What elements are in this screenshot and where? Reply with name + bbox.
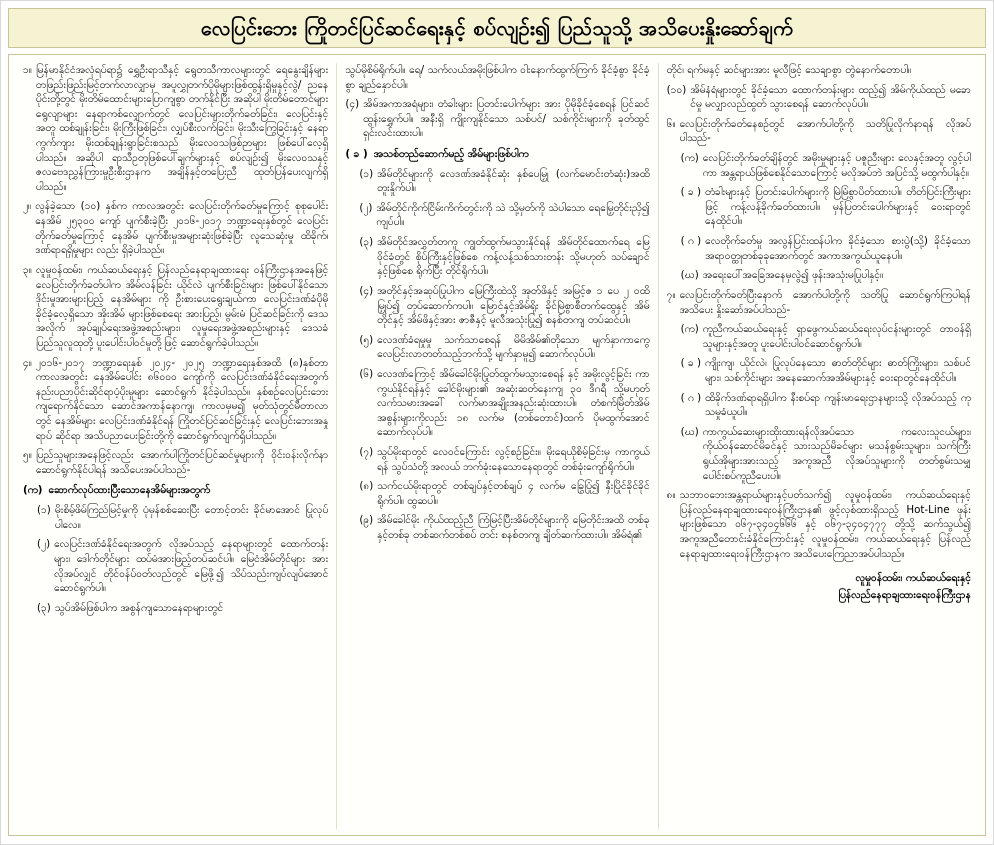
paragraph-text: သဘာဝဘေးအန္တရာယ်များနှင့်ပတ်သက်၍ လူမှုဝန်ထမ်း၊ ကယ်ဆယ်ရေးနှင့် ပြန်လည်နေရာချထားရေးဝန်ကြီးဌာန၏ ဖွင့်လှစ်ထားရှိသည့် Hot-Line ဖုန်းများဖြစ်သော ၀၆၇-၃၄၀၄၆၆၆ နှင့် ၀၆၇-၃၄၀၄၇၇၇ တို့သို့ ဆက်သွယ်၍ အကူအညီတောင်းခံနိုင်ကြောင်းနှင့် လူမှုဝန်ထမ်း၊ ကယ်ဆယ်ရေးနှင့် ပြန်လည်နေရာချထားရေးဝန်ကြီးဌာနက အသိပေးကြေညာအပ်ပါသည်။ [679, 489, 971, 560]
list-marker: (၂) [359, 201, 373, 214]
paragraph-text: မိုးစိမ့်ဖိမ်ကြည်မြင့်မှုကို ပုံမှန်စစ်ဆေးပြီး တောင့်တင်း ခိုင်မာအောင် ပြုလုပ်ပါလေ။ [54, 504, 329, 531]
list-marker: (က) [680, 323, 699, 336]
numbered-paragraph [359, 445, 649, 474]
numbered-paragraph [359, 367, 649, 440]
list-marker: (၃) [359, 236, 374, 249]
numbered-paragraph [23, 263, 328, 351]
paragraph-text: လေပြင်းတိုက်ခတ်ချိန်တွင် အမိုးမှုများနှင့် ပဇူညီးများ လေနှင့်အတူ လွင့်ပါကာ အန္တရာယ်ဖြစ်စေနိုင်သောကြောင့် မလိုအပ်ဘဲ အပြင်သို့ မထွက်ပါနှင့်။ [702, 152, 971, 179]
numbered-paragraph [37, 601, 328, 616]
numbered-paragraph [667, 488, 971, 561]
signature-line: လူမှုဝန်ထမ်း၊ ကယ်ဆယ်ရေးနှင့် [855, 572, 971, 585]
paragraph-text: ကူညီကယ်ဆယ်ရေးနှင့် ရှာဖွေကယ်ဆယ်ရေးလုပ်ငန်းများတွင် တာဝန်ရှိသူများနှင့်အတူ ပူးပေါင်းပါဝင်ဆောင်ရွက်ပါ။ [702, 323, 971, 350]
numbered-paragraph [681, 425, 971, 483]
paragraph-text: ထိခိုက်ဒဏ်ရာရရှိပါက နီးစပ်ရာ ကျန်းမာရေးဌာနများသို့ လိုအပ်သည့် ကုသမှုခံယူပါ။ [705, 391, 971, 419]
list-marker: (၁) [37, 504, 51, 517]
numbered-paragraph [667, 83, 971, 112]
numbered-paragraph [681, 356, 971, 385]
numbered-paragraph [359, 201, 649, 230]
numbered-paragraph [359, 333, 649, 362]
list-marker: (၃) [37, 601, 51, 614]
signature-line: ပြန်လည်နေရာချထားရေးဝန်ကြီးဌာန [838, 588, 971, 601]
numbered-paragraph [359, 167, 649, 196]
numbered-paragraph [359, 284, 649, 328]
numbered-paragraph [681, 185, 971, 229]
list-marker: ၄။ [23, 356, 32, 369]
paragraph-text: တံခါးများနှင့် ပြတင်းပေါက်များကို မြဲမြံစွာပိတ်ထားပါ။ တိတ်ပြင်းကြီးများဖြင့် ကန့်လန့်ခိုက်ခတ်ထားပါ။ မှန်ပြတင်းပေါက်များနှင့် ဝေးရာတွင် နေထိုင်ပါ။ [705, 186, 971, 228]
list-marker: (ဃ) [680, 425, 699, 438]
numbered-paragraph [23, 448, 328, 477]
paragraph-text: သွပ်မိုးရာတွင် လေဝင်ကြောင်း လွင့်စဉ်ခြင်း။ မိုးရေယိုစိမ့်ခြင်းမှ ကာကွယ်ရန် သွပ်သံတို့ အလယ် ဘက်ခုံးနေသောနေရာတွင် တစ်ခုံးကျော်ရိုက်ပါ။ [377, 446, 650, 473]
section-heading [345, 147, 649, 162]
paragraph-text: ဆောက်လုပ်ထားပြီးသောနေအိမ်များအတွက် [48, 484, 211, 497]
text-column-3 [658, 63, 979, 829]
list-marker: (၄) [345, 98, 360, 111]
paragraph-text: လေဒဏ်ခံရမှုမှု သက်သာစေရန် မိမိအိမ်၏တိုသော မျက်နှာကာကွေ လေပြင်းလာတတ်သည့်ဘက်သို့ မျက်နှာမူ၍ ဆောက်လုပ်ပါ။ [377, 333, 650, 361]
text-column-2 [336, 63, 657, 829]
list-marker: ၆။ [666, 117, 676, 130]
numbered-paragraph [359, 513, 649, 542]
paragraph-text: လေတိုက်ခတ်မှု အလွန်ပြင်းထန်ပါက ခိုင်ခံ့သော စားပွဲ(သို့) ခိုင်ခံ့သော အရာဝတ္ထုတစ်ခုခုအောက်တွင် အကာအကွယ်ယူနေပါ။ [705, 235, 971, 262]
list-marker: (၁၀) [666, 83, 687, 96]
list-marker: (၉) [359, 514, 374, 527]
numbered-paragraph [681, 151, 971, 180]
list-marker: ၇။ [666, 288, 676, 301]
document-body [8, 54, 986, 836]
paragraph-text: အတိုင်နှင့်အဆုပ်ပြုပါက မြေကြီးထဲသို့ အုတ်ဖိနှင့် အမြင့်ဇ ၁ ပေ ၂ ၀ထိ မြှုပ်၍ တုပ်ဆောက်ကပါ။ မြောင်နှင့်အိမ်ရိုး ခိုင်မြဲစွာစီတက်ထွေနှင့် အိမ်တိုင်နှင့် အိမ်ဖိနှင့်အား ဇာဇီနှင့် မူလီအသုံးပြု၍ စနစ်တကျ တပ်ဆင်ပါ။ [377, 284, 650, 327]
list-marker: ( ခ ) [680, 186, 702, 199]
numbered-paragraph [37, 537, 328, 595]
paragraph: သွပ်မိုစိမ်ရိုက်ပါ။ ရေ/ သက်လယ်အမိုးဖြစ်ပါက ဝါးနောက်ထွက်ကြက် ခိုင်ခံ့စွာ ခိုင်ခံ့စွာ ချည်နှောင်ပါ။ [345, 64, 650, 91]
numbered-paragraph [359, 235, 649, 279]
list-marker: (၄) [359, 284, 374, 297]
paragraph-text: အိမ်တိုင်များကို လေဒဏ်အခံနိုင်ဆုံး နှစ်ပေမြှု (လက်မောင်းတံဆုံး)အထိ တူးနှိုက်ပါ။ [377, 167, 650, 195]
numbered-paragraph [345, 97, 649, 141]
numbered-paragraph [667, 117, 971, 146]
list-marker: ၂။ [23, 200, 32, 213]
document-header-band [8, 8, 986, 48]
paragraph-text: လေဒဏ်ကြောင့် အိမ်ခေါင်မိုးပြုတ်ထွက်မသွားစေရန် နှင့် အမိုးလွင့်ခြင်း ကာကွယ်နိုင်ရန်နှင့် ခေါင်မိုးများ၏ အဆုံးဆတ်နေးကျ ၃၀ ဒီဂရီ သို့မဟုတ် လက်သမားအခေါ် လက်မာအချိုးအနည်းဆုံးထားပါ။ တံစက်မြိတ်အိမ် အစွန်းများကိုလည်း ၁၈ လက်မ (တစ်တောင်)ထက် ပိုမထွက်အောင် ဆောက်လုပ်ပါ။ [377, 367, 650, 439]
paragraph-text: အိမ်တိုင်အလွှတ်တကူ ကျွတ်ထွက်မသွားနိုင်ရန် အိမ်တိုင်ထောက်ရေ မြေဝိုင်ခံတွင် စိုပ်ကြီးနှင့်ဖြစ်စေ ကန့်လန့်သစ်သားတန်း သို့မဟုတ် သပ်ချောင်နှင့်ဖြစ်စေ ရိုက်ပြီး တိုင်ရိုက်ပါ။ [377, 236, 650, 278]
paragraph-text: အိမ်တိုင်ကိုက်ငြိမ်းကိက်တွင်းကို သဲ သို့မှတ်ကို သဲပါသော ရေမြှေတိုင်းညှိ၍ ကျပ်ပါ။ [376, 201, 650, 229]
list-marker: (၅) [359, 333, 374, 346]
list-marker: (ဃ) [680, 269, 699, 282]
numbered-paragraph [667, 288, 971, 317]
numbered-paragraph [681, 234, 971, 263]
numbered-paragraph [37, 503, 328, 532]
signature-block [667, 571, 971, 603]
paragraph-text: လွန်ခဲ့သော (၁၀) နှစ်က ကာလအတွင်း လေပြင်းတိုက်ခတ်မှုကြောင့် စုစုပေါင်းနေအိမ် ၂၅၃၀၀ ကျော် ပျက်စီးခဲ့ပြီး ၂၀၁၆-၂၀၁၇ ဘဏ္ဍာရေးနှစ်တွင် လေပြင်းတိုက်ခတ်မှုကြောင့် နေအိမ် ပျက်စီးမှုအများဆုံးဖြစ်ခဲ့ပြီး လူသေဆုံးမှု ထိခိုက်၊ ဒဏ်ရာရရှိမှုများ လည်း ရှိခဲ့ပါသည်။ [35, 200, 329, 257]
paragraph-text: ၂၀၁၆-၂၀၁၇ ဘဏ္ဍာရေးနှစ် ၂၀၂၄- ၂၀၂၅ ဘဏ္ဍာရေးနှစ်အထိ (၈)နှစ်တာကာလအတွင်း နေအိမ်ပေါင်း ၈၆၀၀၀ ကျော်ကို လေပြင်းဒဏ်ခံနိုင်ရေးအတွက် နည်းပညာပိုင်းဆိုင်ရာပံ့ပိုးမှုများ ဆောင်ရွက် နိုင်ခဲ့ပါသည်။ နှစ်စဉ်လေပြင်းဘေးကျရောက်နိုင်သော ဆောင်အကာန်နောကျ၊ ကာလမှမ၍ မုတ်သုံတွင်မီတာလာတွင် နေအိမ်များ လေပြင်းဒဏ်ခံနိုင်ရန် ကြိုတင်ပြင်ဆင်ခြင်းနှင့် လေပြင်းဘေးအနှုရာပ် ဆိုင်ရာ အသိပညာပေးခြင်းတို့ကို ဆောင်ရွက်လျက်ရှိပါသည်။ [35, 356, 329, 442]
section-heading [23, 483, 328, 498]
text-column-1 [15, 63, 336, 829]
numbered-paragraph [681, 268, 971, 283]
list-marker: ( ဂ ) [680, 235, 702, 248]
list-marker: ( ဂ ) [680, 391, 702, 404]
numbered-paragraph [681, 391, 971, 420]
paragraph-text: အသစ်တည်ဆောက်မည့် အိမ်များဖြစ်ပါက [373, 148, 529, 161]
list-marker: (၈) [359, 480, 374, 493]
list-marker: ၃။ [23, 263, 32, 276]
list-marker: ( ခ ) [680, 357, 702, 370]
paragraph-text: လေပြင်းတိုက်ခတ်ပြီးနောက် အောက်ပါတို့ကို သတိပြု ဆောင်ရွက်ကြပါရန် အသိပေး နှိုးဆော်အပ်ပါသည်- [679, 288, 971, 316]
paragraph-text: သွပ်အိမ်ဖြစ်ပါက အစွန်ကျသောနေရာများတွင် [54, 601, 224, 614]
paragraph-text: လေပြင်းတိုက်ခတ်နေစဉ်တွင် အောက်ပါတို့ကို သတိပြုလိုက်နာရန် လိုအပ်ပါသည်- [679, 117, 971, 145]
paragraph-text: မြန်မာနိုင်ငံအလုံရပ်ရာ၌ ရွှေဦးရာသီနှင့် ရွေတသီကာလများတွင် ရေနွေးချိန်များ တဖြည်းဖြည်းမြင့်တက်လာလျှာမှ အပူလွှုတက်ပိုမိုများဖြစ်ထွန်းရှိမှုနှင့်လွဲ/ ညနေပိုင်းတို့တွင် မိုးတိမ်ထောင်းများပြောကျစွာ တက်နိုင်ပြီး အဆိုပါ မိုးတိမ်တောင်များရွေလျာများ နေရာကစ်လျှောက်တွင် လေပြင်းများတိုက်ခတ်ခြင်း၊ လေပြင်းနှင့်အတူ ထစ်ချုန်းခြင်း၊ မိုးကြီးဖြစ်ခြင်း၊ လျှပ်စီးလက်ခြင်း၊ မိုးသီးကြွေခြင်းနှင့် နေရာကွက်ကျား မိုးထစ်ချုန်းရွာခြင်းစသည် မိုးလေဝသဖြစ်ဉာများ ဖြစ်ပေါ်လေ့ရှိပါသည်။ အဆိုပါ ရာသီဥတုဖြစ်ပေါ်ချက်များနှင့် စပ်လျဉ်း၍ မိုးလေဝသနှင့် ဇလဗေဒညွှန်ကြားမှုဦးစီးဌာနက အချိန်နှင့်တပြေးညီ ထုတ်ပြန်ပေးလျက်ရှိပါသည်။ [35, 64, 329, 193]
page-title: လေပြင်းဘေး ကြိုတင်ပြင်ဆင်ရေးနှင့် စပ်လျဉ်း၍ ပြည်သူသို့ အသိပေးနှိုးဆော်ချက် [200, 16, 794, 40]
list-marker: (၆) [359, 367, 374, 380]
paragraph-text: ကာကွယ်ဆေးများထိုးထားရန်လိုအပ်သော ကလေးသူငယ်များ၊ ကိုယ်ဝန်ဆောင်မိခင်နှင့် သားသည်မိခင်များ မသန်စွမ်းသူများ၊ သက်ကြီးရွယ်အိုများအားသည့် အကူအညီ လိုအပ်သူများကို တတ်စွမ်းသမျှပေါင်းစပ်ကူညီပေးပါ။ [702, 425, 971, 482]
numbered-paragraph [681, 322, 971, 351]
numbered-paragraph [359, 479, 649, 508]
numbered-paragraph [23, 199, 328, 257]
list-marker: (၁) [359, 167, 374, 180]
list-marker: (၇) [359, 446, 374, 459]
list-marker: ၈။ [666, 489, 676, 502]
list-marker: (က) [23, 484, 43, 497]
paragraph-text: အိမ်နံရံများတွင် ခိုင်ခံ့သော ထောက်တန်းများ ထည့်၍ အိမ်ကိုယ်ထည် မခောင်မှု မလျှာလည်ထွတ် သွားစေရန် ဆောက်လုပ်ပါ။ [690, 83, 971, 111]
numbered-paragraph [23, 63, 328, 194]
paragraph-text: လေပြင်းဒဏ်ခံနိုင်ရေးအတွက် လိုအပ်သည့် နေရာများတွင် ထောက်တန်းများ၊ ဒေါက်တိုင်များ ထပ်မံအားဖြည့်တပ်ဆင်ပါ။ မြေငံအိမ်တိုင်များ အား လိုအပ်လျှင် တိုင်ဝန်ပ်ဝတ်လည်တွင် မြေဖို့၍ သိပ်သည်းကျပ်လျပ်အောင် ဆောင်ရွက်ပါ။ [54, 538, 329, 595]
numbered-paragraph [23, 356, 328, 444]
paragraph: တိုင်၊ ရက်မနှင့် ဆင်များအား မူလီဖြင့် သေချာစွာ တွဲနောက်တောပါ။ [666, 64, 912, 76]
list-marker: (က) [680, 152, 699, 165]
paragraph-text: ပြည်သူများအနေဖြင့်လည်း အောက်ပါကြိုတင်ပြင်ဆင်မှုများကို ဝိုင်းဝန်းလိုက်နာ ဆောင်ရွက်နိုင်ပါရန် အသိပေးအပ်ပါသည်- [35, 449, 329, 476]
paragraph-text: သက်ငယ်မိုးရာတွင် တစ်ချပ်နှင့်တစ်ချပ် ၄ လက်မ ခြွေပြုံ၍ နှီးပြိုင်ခိုင်ခိုင်ရိုက်ပါ။ ထွဆပါ။ [377, 480, 650, 507]
paragraph-text: လူမှုဝန်ထမ်း၊ ကယ်ဆယ်ရေးနှင့် ပြန်လည်နေရာချထားရေး ဝန်ကြီးဌာနအနေဖြင့် လေပြင်းတိုက်ခတ်ပါက အိမ်လန်ခြင်း ယိုင်လဲ ပျက်စီးခြင်းများ ဖြစ်ပေါ်နိုင်သော ဒိုင်းမှုအားများပြည့် နေအိမ်များ ကို ဦးစားပေးရွေးချယ်ကာ လေပြင်းဒဏ်ခံပိုမိုခိုင်ခံ့လေ့ရှိသော အိုးအိမ် များဖြစ်စေရေး အားပြည့်၊ မွမ်းမံ ပြင်ဆင်ခြင်းကို ဒေသအလိုက် အုပ်ချုပ်ရေးအဖွဲ့အစည်းများ၊ လူမှုရေးအဖွဲ့အစည်းများနှင့် ဒေသခံပြည်သူလူထုတို့ ပူးပေါင်းပါဝင်မှုတို့ဖြင့် ဆောင်ရွက်ခဲ့ပါသည်။ [35, 263, 329, 349]
paragraph-text: ကျိုးကျ၊ ယိုင်လဲ၊ ပြုလုပ်နေသော ဓာတ်တိုင်များ ဓာတ်ကြိုးများ၊ သစ်ပင်များ၊ သစ်ကိုင်းများ အနေဆောက်အအိမ်များနှင့် ဝေးရာတွင်နေထိုင်ပါ။ [705, 357, 971, 384]
list-marker: ၅။ [23, 449, 32, 462]
list-marker: ၁။ [23, 64, 32, 76]
paragraph-text: အိမ်ခေါင်မိုး ကိုယ်ထည့်ညီ ကြံမြင့်ပြီးအိမ်တိုင်များကို မြေတိုင်းအထိ တစ်ခုနှင့်တစ်ခု တစ်ဆက်တစ်စပ် တင်း စနစ်တကျ ချိတ်ဆက်ထားပါ။ အိမ်ရံ၏ [377, 514, 650, 542]
list-marker: (၂) [37, 538, 51, 551]
paragraph-text: အိမ်အကာအရံများ၊ တံခါးများ ပြတင်းပေါက်များ အား ပိုမိုခိုင်ခံ့စေရန် ပြင်ဆင်ထွန်းရွှေက်ပါ။ အနီးရှိ ကျိုးကျနိုင်သော သစ်ပင်/ သစ်ကိုင်းများကို ခုတ်ထွင်ရှင်းလင်းထားပါ။ [363, 98, 650, 140]
list-marker: ( ခ ) [345, 148, 368, 161]
paragraph-text: အရေးပေါ်အခြေအနေမှလွဲ၍ ဖုန်းအသုံးမပြုပါနှင့်။ [702, 269, 884, 282]
